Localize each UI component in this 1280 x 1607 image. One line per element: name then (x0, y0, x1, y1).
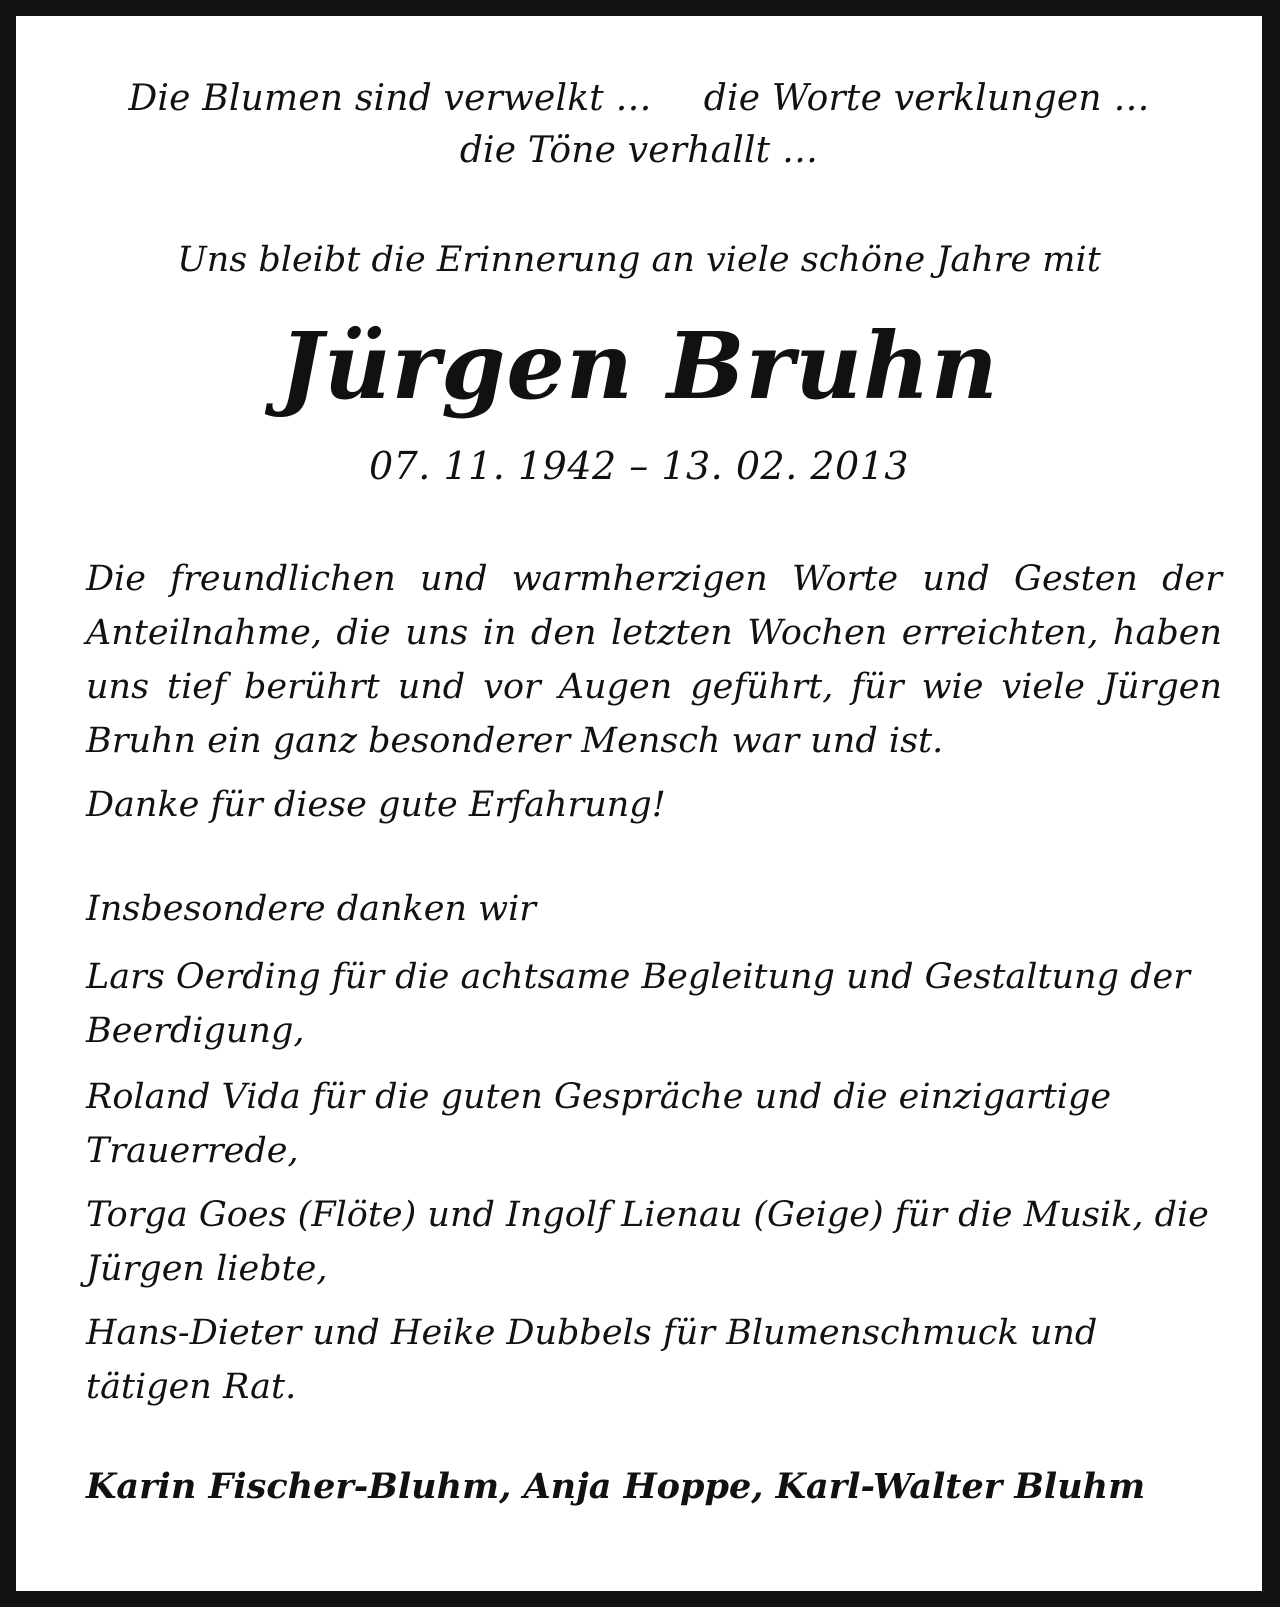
life-dates: 07. 11. 1942 – 13. 02. 2013 (368, 444, 910, 488)
thanks-item: Lars Oerding für die achtsame Begleitung und Gestaltung der Beerdigung, (86, 957, 1190, 1051)
intro-text: Uns bleibt die Erinnerung an viele schöne Jahre mit (177, 240, 1101, 280)
thanks-item: Hans-Dieter und Heike Dubbels für Blumenschmuck und tätigen Rat. (86, 1313, 1098, 1407)
thanks-item: Roland Vida für die guten Gespräche und die einzigartige Trauerrede, (86, 1077, 1112, 1171)
thanks-item: Torga Goes (Flöte) und Ingolf Lienau (Geige) für die Musik, die Jürgen liebte, (86, 1195, 1209, 1289)
gratitude-paragraph: Die freundlichen und warmherzigen Worte und Gesten der Anteilnahme, die uns in den letzten Wochen erreichten, haben uns tief berührt und vor Augen geführt, für wie viele Jürgen Bruhn ein ganz besonderer Mensch war und ist. (86, 559, 1222, 761)
special-thanks-heading: Insbesondere danken wir (86, 889, 536, 929)
deceased-name: Jürgen Bruhn (279, 312, 999, 420)
signature: Karin Fischer-Bluhm, Anja Hoppe, Karl-Walter Bluhm (86, 1466, 1146, 1507)
poem-line-1b: die Worte verklungen … (703, 78, 1150, 119)
thanks-line: Danke für diese gute Erfahrung! (86, 785, 666, 825)
poem-line-1 (16, 78, 1262, 119)
poem-line-1a: Die Blumen sind verwelkt … (128, 78, 652, 119)
poem-line-2: die Töne verhallt … (459, 130, 819, 171)
